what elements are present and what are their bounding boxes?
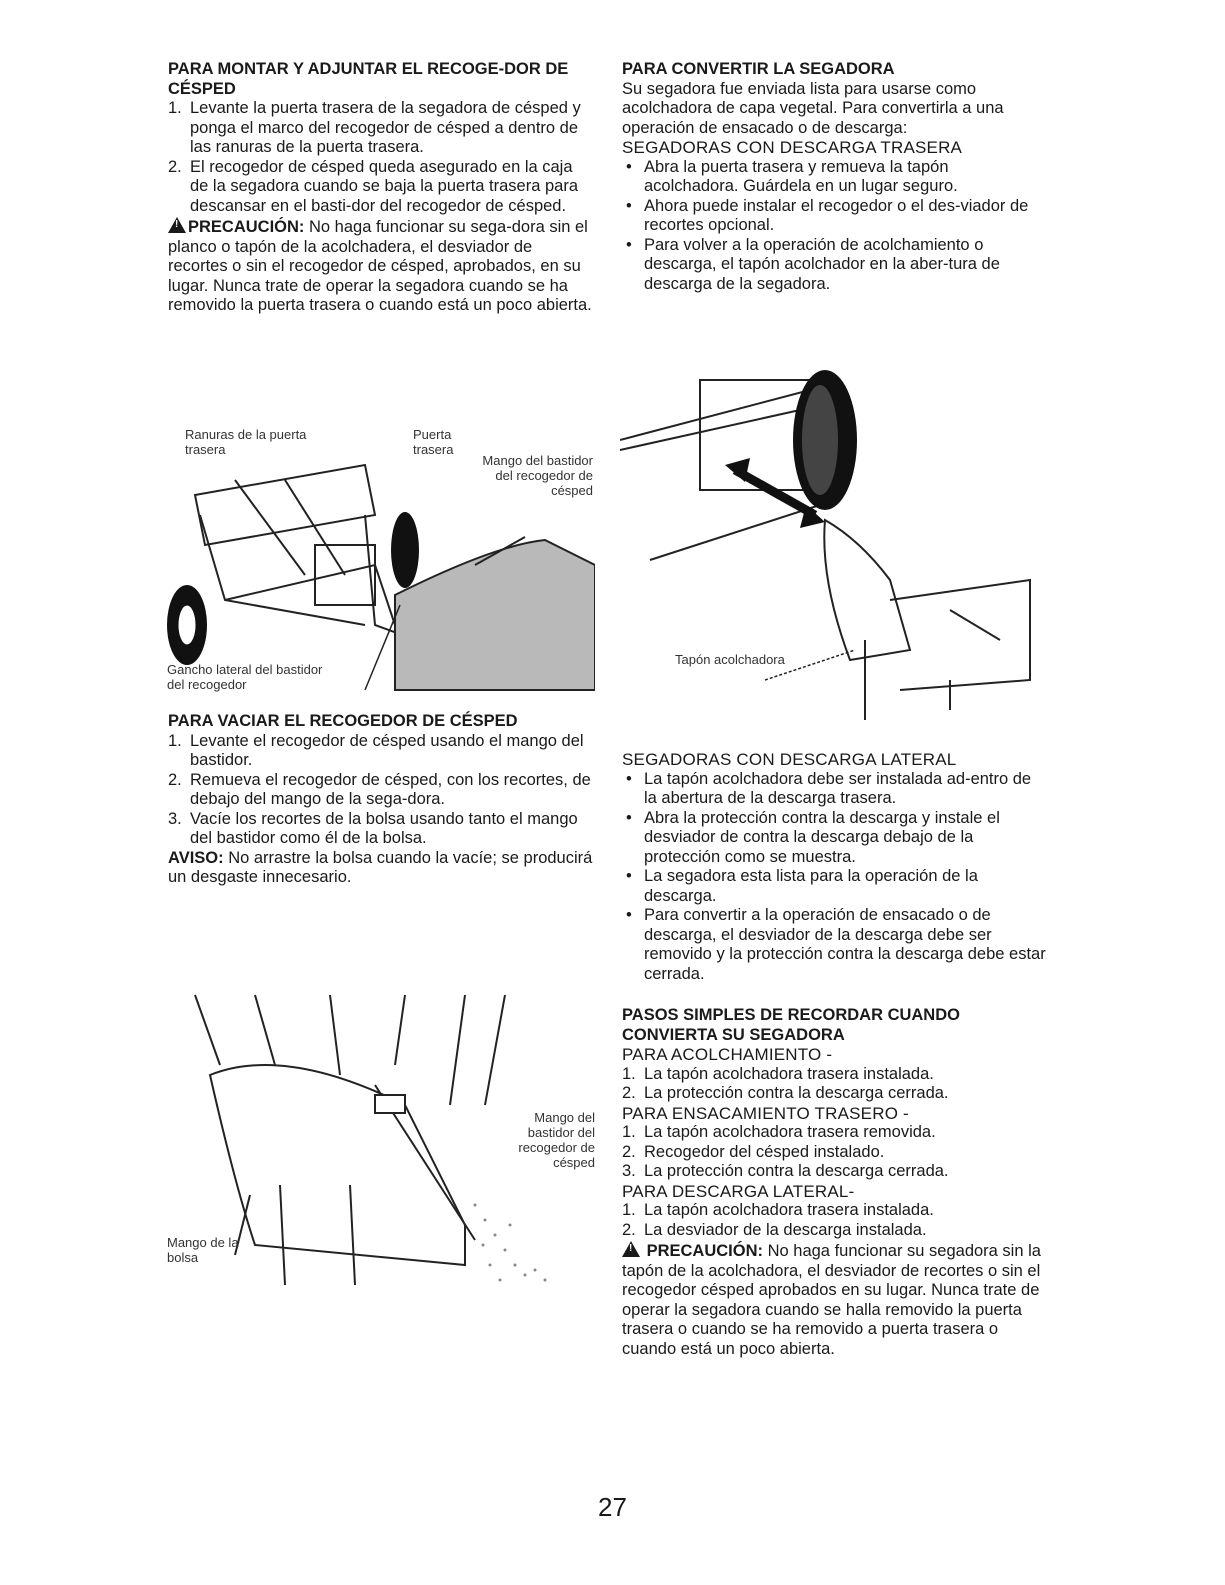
list-item: 2. Remueva el recogedor de césped, con los recortes, de debajo del mango de la sega-dora. xyxy=(168,770,591,808)
figure-empty-catcher xyxy=(165,985,595,1285)
rear-discharge-bullets xyxy=(622,158,1047,295)
list-item: 3. Vacíe los recortes de la bolsa usando tanto el mango del bastidor como él de la bolsa. xyxy=(168,809,578,847)
mount-title: PARA MONTAR Y ADJUNTAR EL RECOGE-DOR DE CÉSPED xyxy=(168,60,569,98)
list-item: 1. Levante el recogedor de césped usando el mango del bastidor. xyxy=(168,731,584,769)
warning-icon xyxy=(622,1241,640,1257)
mount-caution: !PRECAUCIÓN: No haga funcionar su sega-dora sin el planco o tapón de la acolchadera, el desviador de recortes o sin el recogedor de césped, aprobados, en su lugar. Nunca trate de operar la segadora cuando se ha removido la puerta trasera o cuando está un poco abierta. xyxy=(168,216,593,316)
side-discharge-bullets xyxy=(622,770,1047,985)
right-column-top xyxy=(622,60,1047,294)
figure-mulch-plug xyxy=(620,350,1050,730)
list-item: • La tapón acolchadora debe ser instalada ad-entro de la abertura de la descarga trasera. xyxy=(622,770,1047,809)
mulch-plug-illustration xyxy=(620,350,1050,730)
side-discharge-steps-title: PARA DESCARGA LATERAL- xyxy=(622,1181,855,1201)
rear-bagging-steps xyxy=(622,1123,1047,1182)
list-item: 2. Recogedor del césped instalado. xyxy=(622,1142,885,1161)
figure-mount-catcher xyxy=(165,425,595,710)
label-rear-door: Puerta trasera xyxy=(413,427,454,457)
empty-notice: AVISO: No arrastre la bolsa cuando la vacíe; se producirá un desgaste innecesario. xyxy=(168,848,593,886)
list-item: • Ahora puede instalar el recogedor o el des-viador de recortes opcional. xyxy=(622,197,1047,236)
empty-title: PARA VACIAR EL RECOGEDOR DE CÉSPED xyxy=(168,712,518,730)
list-item: • Para convertir a la operación de ensacado o de descarga, el desviador de la descarga debe ser removido y la protección contra la descarga debe estar cerrada. xyxy=(622,906,1047,984)
list-item: 2. La protección contra la descarga cerrada. xyxy=(622,1084,949,1102)
rear-discharge-title: SEGADORAS CON DESCARGA TRASERA xyxy=(622,138,963,157)
right-column-bottom xyxy=(622,750,1047,1359)
side-discharge-title: SEGADORAS CON DESCARGA LATERAL xyxy=(622,750,957,769)
list-item: 2. El recogedor de césped queda asegurado en la caja de la segadora cuando se baja la puerta trasera para descansar en el basti-dor del recogedor de césped. xyxy=(168,157,579,215)
left-column-top xyxy=(168,60,593,316)
list-item: • Para volver a la operación de acolchamiento o descarga, el tapón acolchador en la aber-tura de descarga de la segadora. xyxy=(622,236,1047,295)
list-item: 3. La protección contra la descarga cerrada. xyxy=(622,1162,949,1180)
empty-steps xyxy=(168,732,593,849)
steps-caution: ! PRECAUCIÓN: No haga funcionar su segadora sin la tapón de la acolchadora, el desviador de recortes o sin el recogedor césped aprobados en su lugar. Nunca trate de operar la segadora cuando se halla removido la puerta trasera o cuando se ha removido a puerta trasera o cuando está un poco abierta. xyxy=(622,1240,1047,1359)
mulch-steps xyxy=(622,1065,1047,1104)
label-bag-handle: Mango de la bolsa xyxy=(167,1235,239,1265)
warning-icon xyxy=(168,217,186,233)
convert-title: PARA CONVERTIR LA SEGADORA xyxy=(622,60,895,78)
list-item: • La segadora esta lista para la operación de la descarga. xyxy=(622,867,1047,906)
steps-title: PASOS SIMPLES DE RECORDAR CUANDO CONVIERTA SU SEGADORA xyxy=(622,1006,960,1044)
page-number: 27 xyxy=(598,1492,627,1522)
label-side-hook: Gancho lateral del bastidor del recogedor xyxy=(167,662,323,692)
mulch-title: PARA ACOLCHAMIENTO - xyxy=(622,1045,833,1064)
list-item: • Abra la puerta trasera y remueva la tapón acolchadora. Guárdela en un lugar seguro. xyxy=(622,158,1047,197)
rear-bagging-title: PARA ENSACAMIENTO TRASERO - xyxy=(622,1103,909,1123)
list-item: 1. Levante la puerta trasera de la segadora de césped y ponga el marco del recogedor de césped a dentro de las ranuras de la puerta trasera. xyxy=(168,99,581,156)
label-door-slots: Ranuras de la puerta trasera xyxy=(185,427,307,457)
side-discharge-steps xyxy=(622,1201,1047,1240)
left-column-middle xyxy=(168,712,593,888)
list-item: 2. La desviador de la descarga instalada. xyxy=(622,1220,927,1239)
label-mulch-plug: Tapón acolchadora xyxy=(675,652,785,667)
list-item: 1. La tapón acolchadora trasera instalada. xyxy=(622,1064,934,1083)
list-item: 1. La tapón acolchadora trasera instalada. xyxy=(622,1201,934,1219)
label-frame-handle-2: Mango del bastidor del recogedor de césped xyxy=(518,1110,595,1170)
mount-steps xyxy=(168,99,593,216)
list-item: 1. La tapón acolchadora trasera removida. xyxy=(622,1123,936,1141)
list-item: • Abra la protección contra la descarga y instale el desviador de contra la descarga debajo de la protección como se muestra. xyxy=(622,809,1047,868)
convert-intro: Su segadora fue enviada lista para usarse como acolchadora de capa vegetal. Para convertirla a una operación de ensacado o de descarga: xyxy=(622,79,1004,137)
label-frame-handle: Mango del bastidor del recogedor de césped xyxy=(482,453,593,498)
